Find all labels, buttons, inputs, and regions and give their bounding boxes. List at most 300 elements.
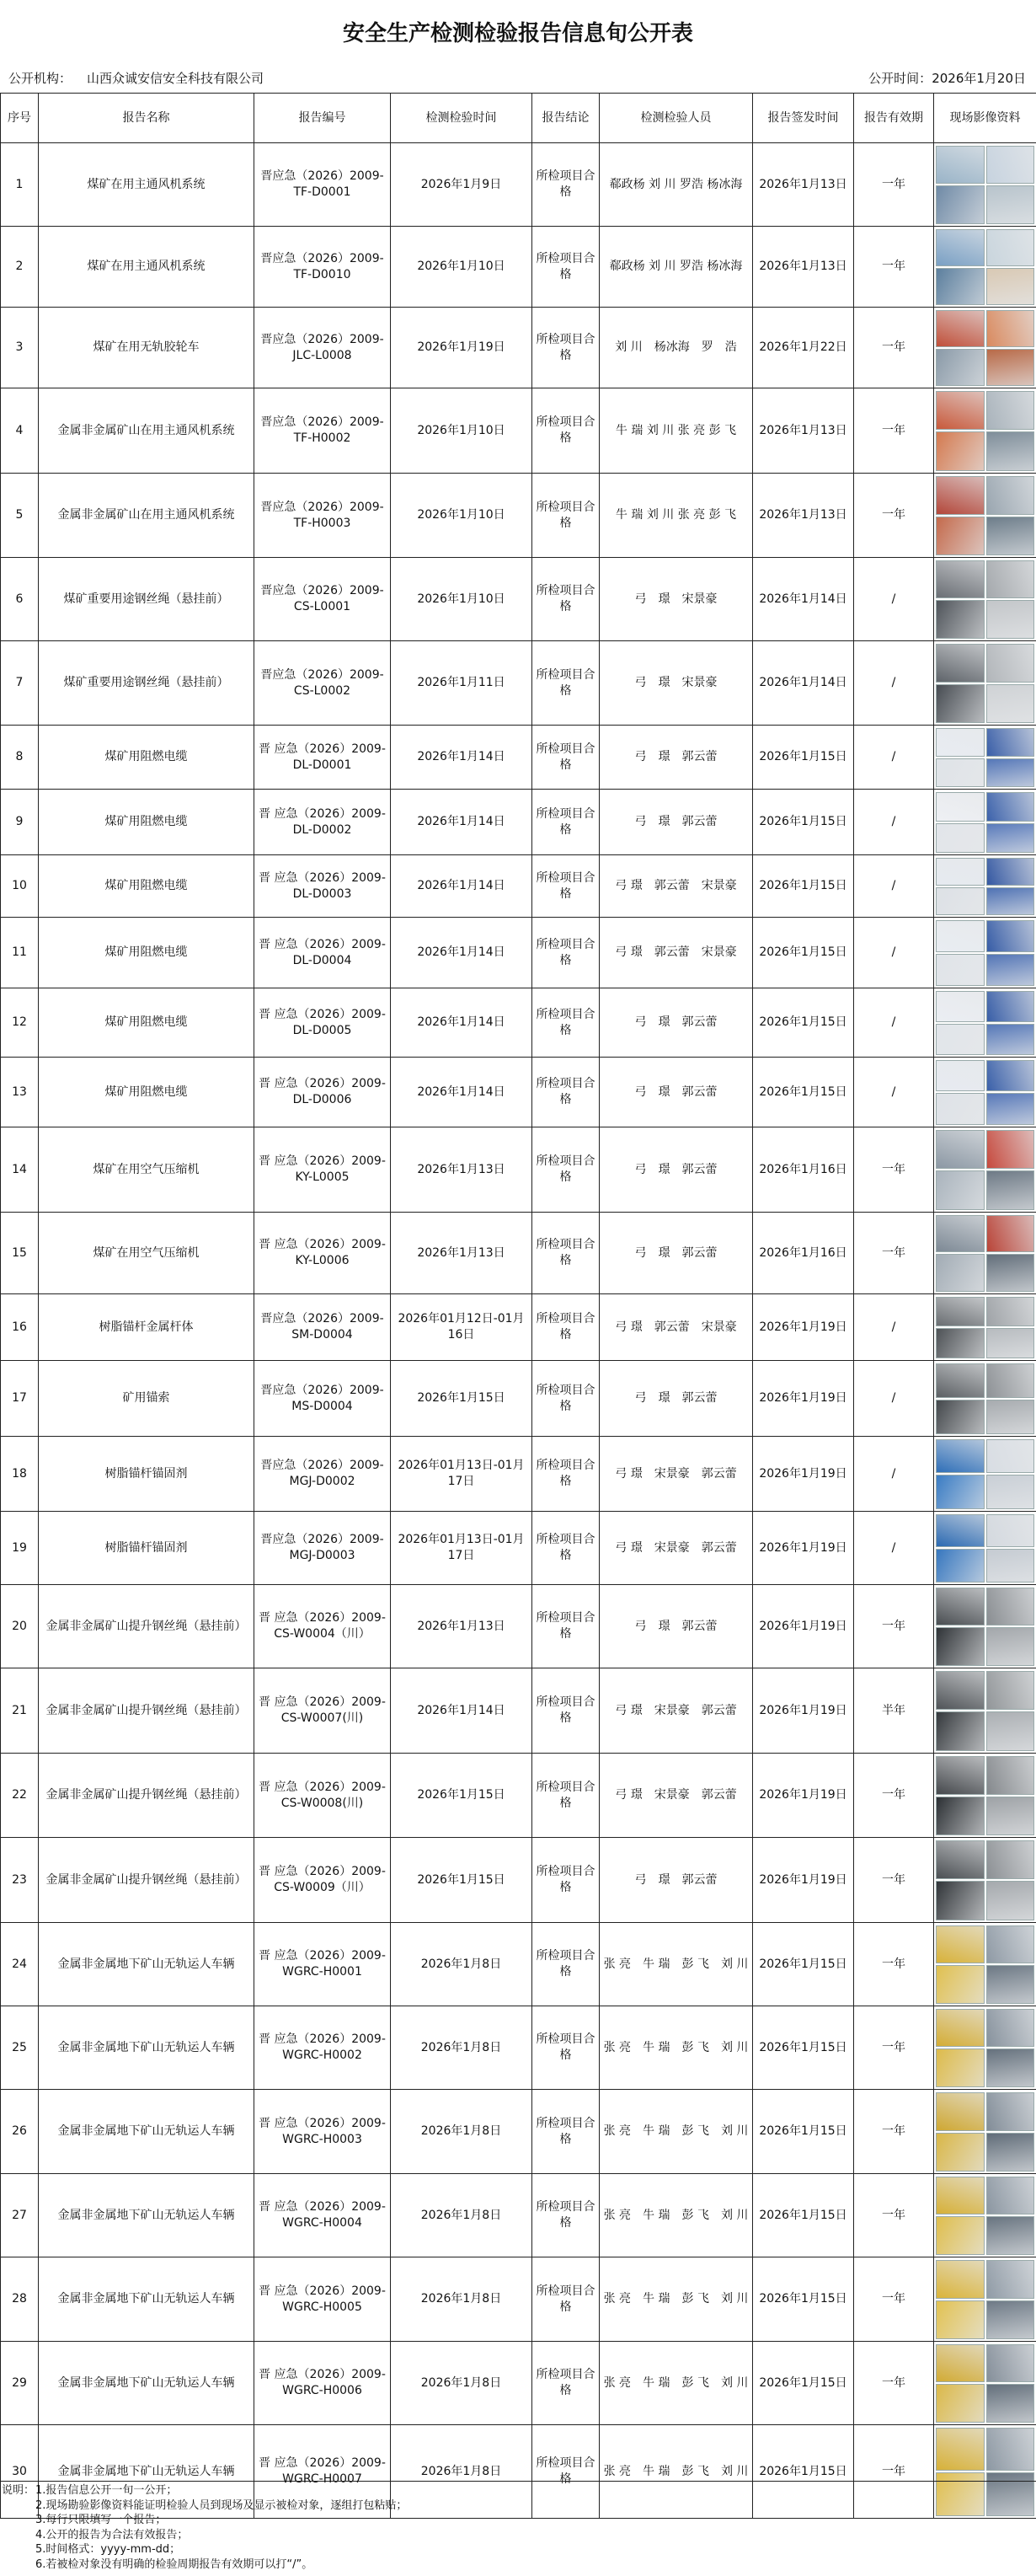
- cell-validity: 一年: [854, 474, 934, 558]
- site-photo-thumbnail[interactable]: [936, 792, 985, 822]
- cell-validity: 一年: [854, 2257, 934, 2342]
- site-photo-thumbnail[interactable]: [936, 2384, 985, 2423]
- note-item: 2.现场勘验影像资料能证明检验人员到现场及显示被检对象，逐组打包粘贴；: [35, 2498, 407, 2514]
- table-row: [1, 790, 1036, 855]
- site-photo-thumbnail[interactable]: [986, 2428, 1035, 2472]
- cell-staff: 张 亮 牛 瑞 彭 飞 刘 川: [600, 2174, 753, 2257]
- cell-report-code: 晋应急（2026）2009-TF-H0003: [254, 474, 391, 558]
- cell-no: 22: [1, 1754, 39, 1838]
- cell-test-date: 2026年1月9日: [391, 143, 532, 227]
- notes-section: [0, 2481, 1036, 2576]
- site-photo-thumbnail[interactable]: [936, 1439, 985, 1474]
- cell-staff: 弓 璟 郭云蕾: [600, 988, 753, 1058]
- site-photo-thumbnail[interactable]: [986, 1215, 1035, 1253]
- site-photo-thumbnail[interactable]: [986, 758, 1035, 787]
- cell-test-date: 2026年1月14日: [391, 1058, 532, 1127]
- cell-conclusion: 所检项目合格: [532, 1668, 600, 1754]
- cell-issue-date: 2026年1月22日: [753, 308, 854, 388]
- cell-conclusion: 所检项目合格: [532, 726, 600, 790]
- cell-report-code: 晋 应急（2026）2009-WGRC-H0005: [254, 2257, 391, 2342]
- cell-no: 21: [1, 1668, 39, 1754]
- table-row: [1, 2090, 1036, 2174]
- table-row: [1, 1923, 1036, 2006]
- site-photo-thumbnail[interactable]: [936, 1627, 985, 1666]
- cell-test-date: 2026年01月13日-01月17日: [391, 1437, 532, 1512]
- cell-staff: 弓 璟 郭云蕾: [600, 790, 753, 855]
- cell-report-name: 金属非金属地下矿山无轨运人车辆: [39, 2006, 254, 2090]
- cell-report-code: 晋应急（2026）2009-TF-H0002: [254, 388, 391, 474]
- cell-conclusion: 所检项目合格: [532, 1213, 600, 1294]
- cell-report-name: 煤矿重要用途钢丝绳（悬挂前）: [39, 641, 254, 726]
- cell-report-code: 晋 应急（2026）2009-CS-W0009（川）: [254, 1838, 391, 1923]
- site-photo-thumbnail[interactable]: [936, 391, 985, 431]
- cell-site-photos: [934, 143, 1036, 227]
- site-photo-thumbnail[interactable]: [936, 2344, 985, 2383]
- cell-test-date: 2026年1月15日: [391, 1754, 532, 1838]
- cell-validity: /: [854, 1294, 934, 1361]
- table-row: [1, 143, 1036, 227]
- site-photo-thumbnail[interactable]: [936, 1130, 985, 1170]
- cell-conclusion: 所检项目合格: [532, 1437, 600, 1512]
- site-photo-thumbnail[interactable]: [936, 185, 985, 224]
- cell-test-date: 2026年01月12日-01月16日: [391, 1294, 532, 1361]
- table-row: [1, 227, 1036, 308]
- cell-report-code: 晋应急（2026）2009-SM-D0004: [254, 1294, 391, 1361]
- site-photo-thumbnail[interactable]: [986, 1588, 1035, 1626]
- table-row: [1, 474, 1036, 558]
- site-photo-thumbnail[interactable]: [986, 823, 1035, 853]
- col-header-issue-date: 报告签发时间: [753, 94, 854, 143]
- cell-conclusion: 所检项目合格: [532, 2090, 600, 2174]
- site-photo-thumbnail[interactable]: [936, 349, 985, 386]
- site-photo-thumbnail[interactable]: [936, 1840, 985, 1880]
- cell-report-name: 金属非金属矿山提升钢丝绳（悬挂前）: [39, 1838, 254, 1923]
- site-photo-thumbnail[interactable]: [936, 517, 985, 555]
- cell-validity: 一年: [854, 1585, 934, 1668]
- cell-validity: 一年: [854, 227, 934, 308]
- site-photo-thumbnail[interactable]: [986, 349, 1035, 386]
- site-photo-thumbnail[interactable]: [986, 920, 1035, 952]
- publish-date: 2026年1月20日: [932, 69, 1026, 87]
- cell-no: 17: [1, 1361, 39, 1437]
- site-photo-thumbnail[interactable]: [936, 2092, 985, 2131]
- site-photo-thumbnail[interactable]: [936, 1363, 985, 1398]
- cell-issue-date: 2026年1月19日: [753, 1512, 854, 1585]
- site-photo-thumbnail[interactable]: [986, 2344, 1035, 2383]
- site-photo-thumbnail[interactable]: [936, 1588, 985, 1626]
- cell-site-photos: [934, 1361, 1036, 1437]
- cell-report-name: 煤矿用阻燃电缆: [39, 918, 254, 988]
- cell-no: 10: [1, 855, 39, 918]
- site-photo-thumbnail[interactable]: [986, 600, 1035, 639]
- site-photo-thumbnail[interactable]: [936, 1170, 985, 1210]
- cell-report-code: 晋应急（2026）2009-MGJ-D0002: [254, 1437, 391, 1512]
- table-row: [1, 2257, 1036, 2342]
- cell-test-date: 2026年1月8日: [391, 2257, 532, 2342]
- site-photo-thumbnail[interactable]: [986, 1711, 1035, 1751]
- header-row: [1, 94, 1036, 143]
- site-photo-thumbnail[interactable]: [936, 1549, 985, 1583]
- cell-report-name: 金属非金属地下矿山无轨运人车辆: [39, 2090, 254, 2174]
- cell-issue-date: 2026年1月19日: [753, 1585, 854, 1668]
- site-photo-thumbnail[interactable]: [936, 2300, 985, 2339]
- site-photo-thumbnail[interactable]: [986, 229, 1035, 266]
- site-photo-thumbnail[interactable]: [936, 2009, 985, 2048]
- cell-no: 5: [1, 474, 39, 558]
- cell-issue-date: 2026年1月19日: [753, 1754, 854, 1838]
- publish-date-info: [868, 66, 1026, 89]
- cell-validity: 一年: [854, 2006, 934, 2090]
- site-photo-thumbnail[interactable]: [986, 1093, 1035, 1125]
- cell-validity: /: [854, 1361, 934, 1437]
- site-photo-thumbnail[interactable]: [936, 146, 985, 185]
- site-photo-thumbnail[interactable]: [936, 1328, 985, 1358]
- cell-test-date: 2026年1月15日: [391, 1838, 532, 1923]
- cell-report-name: 金属非金属地下矿山无轨运人车辆: [39, 2425, 254, 2519]
- site-photo-thumbnail[interactable]: [986, 517, 1035, 555]
- site-photo-thumbnail[interactable]: [986, 644, 1035, 683]
- site-photo-thumbnail[interactable]: [986, 792, 1035, 822]
- site-photo-thumbnail[interactable]: [936, 954, 985, 986]
- cell-issue-date: 2026年1月15日: [753, 2342, 854, 2425]
- cell-validity: /: [854, 1058, 934, 1127]
- cell-validity: /: [854, 988, 934, 1058]
- cell-report-name: 金属非金属矿山提升钢丝绳（悬挂前）: [39, 1668, 254, 1754]
- site-photo-thumbnail[interactable]: [936, 1400, 985, 1434]
- cell-report-name: 金属非金属矿山提升钢丝绳（悬挂前）: [39, 1585, 254, 1668]
- site-photo-thumbnail[interactable]: [936, 431, 985, 471]
- cell-test-date: 2026年01月13日-01月17日: [391, 1512, 532, 1585]
- site-photo-thumbnail[interactable]: [986, 1965, 1035, 2004]
- site-photo-thumbnail[interactable]: [986, 1130, 1035, 1170]
- cell-report-name: 煤矿用阻燃电缆: [39, 988, 254, 1058]
- cell-no: 18: [1, 1437, 39, 1512]
- site-photo-thumbnail[interactable]: [986, 954, 1035, 986]
- site-photo-thumbnail[interactable]: [986, 146, 1035, 185]
- site-photo-thumbnail[interactable]: [936, 1297, 985, 1327]
- cell-report-code: 晋应急（2026）2009-CS-L0002: [254, 641, 391, 726]
- cell-report-code: 晋 应急（2026）2009-WGRC-H0004: [254, 2174, 391, 2257]
- site-photo-thumbnail[interactable]: [986, 2216, 1035, 2255]
- cell-staff: 张 亮 牛 瑞 彭 飞 刘 川: [600, 1923, 753, 2006]
- site-photo-thumbnail[interactable]: [936, 1756, 985, 1795]
- cell-test-date: 2026年1月8日: [391, 1923, 532, 2006]
- cell-report-code: 晋 应急（2026）2009-WGRC-H0003: [254, 2090, 391, 2174]
- cell-test-date: 2026年1月13日: [391, 1127, 532, 1213]
- cell-issue-date: 2026年1月19日: [753, 1437, 854, 1512]
- site-photo-thumbnail[interactable]: [986, 1925, 1035, 1964]
- cell-staff: 弓 璟 宋景豪 郭云蕾: [600, 1437, 753, 1512]
- cell-validity: 一年: [854, 1923, 934, 2006]
- cell-issue-date: 2026年1月16日: [753, 1127, 854, 1213]
- site-photo-thumbnail[interactable]: [936, 920, 985, 952]
- cell-conclusion: 所检项目合格: [532, 474, 600, 558]
- cell-issue-date: 2026年1月15日: [753, 2090, 854, 2174]
- cell-no: 2: [1, 227, 39, 308]
- site-photo-thumbnail[interactable]: [986, 1400, 1035, 1434]
- cell-validity: 一年: [854, 2174, 934, 2257]
- cell-no: 9: [1, 790, 39, 855]
- site-photo-thumbnail[interactable]: [936, 1965, 985, 2004]
- cell-validity: 一年: [854, 1838, 934, 1923]
- cell-site-photos: [934, 474, 1036, 558]
- cell-issue-date: 2026年1月14日: [753, 641, 854, 726]
- site-photo-thumbnail[interactable]: [986, 391, 1035, 431]
- cell-staff: 弓 璟 宋景豪 郭云蕾: [600, 1668, 753, 1754]
- site-photo-thumbnail[interactable]: [986, 310, 1035, 347]
- site-photo-thumbnail[interactable]: [936, 2216, 985, 2255]
- cell-staff: 张 亮 牛 瑞 彭 飞 刘 川: [600, 2090, 753, 2174]
- cell-staff: 弓 璟 郭云蕾: [600, 726, 753, 790]
- cell-test-date: 2026年1月14日: [391, 988, 532, 1058]
- cell-report-code: 晋 应急（2026）2009-DL-D0004: [254, 918, 391, 988]
- publisher-label: 公开机构：: [8, 69, 72, 87]
- cell-validity: /: [854, 855, 934, 918]
- site-photo-thumbnail[interactable]: [986, 1297, 1035, 1327]
- site-photo-thumbnail[interactable]: [936, 823, 985, 853]
- site-photo-thumbnail[interactable]: [936, 684, 985, 723]
- cell-test-date: 2026年1月8日: [391, 2006, 532, 2090]
- cell-no: 11: [1, 918, 39, 988]
- col-header-conclusion: 报告结论: [532, 94, 600, 143]
- site-photo-thumbnail[interactable]: [936, 858, 985, 886]
- site-photo-thumbnail[interactable]: [936, 229, 985, 266]
- page-title: 安全生产检测检验报告信息旬公开表: [0, 0, 1036, 62]
- site-photo-thumbnail[interactable]: [936, 2048, 985, 2087]
- cell-report-name: 煤矿用阻燃电缆: [39, 726, 254, 790]
- col-header-staff: 检测检验人员: [600, 94, 753, 143]
- site-photo-thumbnail[interactable]: [986, 2177, 1035, 2215]
- cell-report-name: 金属非金属矿山在用主通风机系统: [39, 474, 254, 558]
- cell-staff: 张 亮 牛 瑞 彭 飞 刘 川: [600, 2257, 753, 2342]
- cell-issue-date: 2026年1月14日: [753, 558, 854, 641]
- cell-site-photos: [934, 1437, 1036, 1512]
- cell-report-code: 晋 应急（2026）2009-DL-D0003: [254, 855, 391, 918]
- cell-report-code: 晋应急（2026）2009-TF-D0010: [254, 227, 391, 308]
- site-photo-thumbnail[interactable]: [936, 1711, 985, 1751]
- site-photo-thumbnail[interactable]: [936, 1024, 985, 1055]
- site-photo-thumbnail[interactable]: [986, 1549, 1035, 1583]
- site-photo-thumbnail[interactable]: [986, 684, 1035, 723]
- cell-site-photos: [934, 1294, 1036, 1361]
- cell-issue-date: 2026年1月15日: [753, 1923, 854, 2006]
- site-photo-thumbnail[interactable]: [986, 2009, 1035, 2048]
- cell-conclusion: 所检项目合格: [532, 388, 600, 474]
- site-photo-thumbnail[interactable]: [986, 2048, 1035, 2087]
- cell-site-photos: [934, 1058, 1036, 1127]
- site-photo-thumbnail[interactable]: [936, 1060, 985, 1092]
- site-photo-thumbnail[interactable]: [936, 1925, 985, 1964]
- site-photo-thumbnail[interactable]: [986, 1328, 1035, 1358]
- cell-site-photos: [934, 790, 1036, 855]
- table-row: [1, 726, 1036, 790]
- site-photo-thumbnail[interactable]: [936, 1881, 985, 1920]
- cell-site-photos: [934, 308, 1036, 388]
- cell-report-name: 煤矿用阻燃电缆: [39, 855, 254, 918]
- site-photo-thumbnail[interactable]: [936, 310, 985, 347]
- site-photo-thumbnail[interactable]: [986, 268, 1035, 305]
- site-photo-thumbnail[interactable]: [986, 560, 1035, 599]
- site-photo-thumbnail[interactable]: [986, 2260, 1035, 2299]
- cell-report-code: 晋 应急（2026）2009-WGRC-H0002: [254, 2006, 391, 2090]
- site-photo-thumbnail[interactable]: [986, 2300, 1035, 2339]
- site-photo-thumbnail[interactable]: [936, 476, 985, 515]
- cell-validity: /: [854, 790, 934, 855]
- site-photo-thumbnail[interactable]: [936, 560, 985, 599]
- cell-conclusion: 所检项目合格: [532, 1058, 600, 1127]
- table-row: [1, 1361, 1036, 1437]
- table-row: [1, 308, 1036, 388]
- site-photo-thumbnail[interactable]: [936, 1514, 985, 1548]
- notes-list: [35, 2483, 407, 2572]
- cell-issue-date: 2026年1月13日: [753, 474, 854, 558]
- cell-test-date: 2026年1月13日: [391, 1585, 532, 1668]
- site-photo-thumbnail[interactable]: [936, 728, 985, 757]
- cell-no: 29: [1, 2342, 39, 2425]
- cell-report-name: 金属非金属矿山在用主通风机系统: [39, 388, 254, 474]
- table-row: [1, 1058, 1036, 1127]
- site-photo-thumbnail[interactable]: [986, 1254, 1035, 1292]
- col-header-no: 序号: [1, 94, 39, 143]
- site-photo-thumbnail[interactable]: [936, 1254, 985, 1292]
- cell-report-code: 晋应急（2026）2009-TF-D0001: [254, 143, 391, 227]
- cell-issue-date: 2026年1月15日: [753, 2425, 854, 2519]
- cell-test-date: 2026年1月14日: [391, 1668, 532, 1754]
- site-photo-thumbnail[interactable]: [986, 2384, 1035, 2423]
- cell-staff: 郗政杨 刘 川 罗浩 杨冰海: [600, 227, 753, 308]
- cell-issue-date: 2026年1月13日: [753, 143, 854, 227]
- cell-test-date: 2026年1月8日: [391, 2090, 532, 2174]
- site-photo-thumbnail[interactable]: [936, 1093, 985, 1125]
- site-photo-thumbnail[interactable]: [986, 1797, 1035, 1835]
- site-photo-thumbnail[interactable]: [936, 268, 985, 305]
- site-photo-thumbnail[interactable]: [986, 858, 1035, 886]
- cell-conclusion: 所检项目合格: [532, 1923, 600, 2006]
- cell-report-name: 煤矿在用空气压缩机: [39, 1127, 254, 1213]
- cell-report-code: 晋 应急（2026）2009-WGRC-H0007: [254, 2425, 391, 2519]
- cell-issue-date: 2026年1月15日: [753, 988, 854, 1058]
- site-photo-thumbnail[interactable]: [986, 2133, 1035, 2172]
- site-photo-thumbnail[interactable]: [936, 600, 985, 639]
- table-row: [1, 641, 1036, 726]
- cell-staff: 弓 璟 宋景豪: [600, 558, 753, 641]
- site-photo-thumbnail[interactable]: [986, 1475, 1035, 1509]
- cell-site-photos: [934, 1838, 1036, 1923]
- cell-site-photos: [934, 2090, 1036, 2174]
- site-photo-thumbnail[interactable]: [986, 1756, 1035, 1795]
- site-photo-thumbnail[interactable]: [986, 1514, 1035, 1548]
- site-photo-thumbnail[interactable]: [986, 728, 1035, 757]
- table-row: [1, 855, 1036, 918]
- col-header-validity: 报告有效期: [854, 94, 934, 143]
- site-photo-thumbnail[interactable]: [986, 431, 1035, 471]
- site-photo-thumbnail[interactable]: [936, 1475, 985, 1509]
- cell-site-photos: [934, 558, 1036, 641]
- site-photo-thumbnail[interactable]: [936, 758, 985, 787]
- site-photo-thumbnail[interactable]: [936, 991, 985, 1022]
- cell-conclusion: 所检项目合格: [532, 1838, 600, 1923]
- cell-site-photos: [934, 1512, 1036, 1585]
- cell-test-date: 2026年1月13日: [391, 1213, 532, 1294]
- site-photo-thumbnail[interactable]: [986, 1840, 1035, 1880]
- cell-report-name: 树脂锚杆锚固剂: [39, 1437, 254, 1512]
- cell-site-photos: [934, 2006, 1036, 2090]
- cell-site-photos: [934, 2257, 1036, 2342]
- cell-staff: 张 亮 牛 瑞 彭 飞 刘 川: [600, 2425, 753, 2519]
- site-photo-thumbnail[interactable]: [986, 887, 1035, 915]
- site-photo-thumbnail[interactable]: [936, 887, 985, 915]
- site-photo-thumbnail[interactable]: [936, 1797, 985, 1835]
- cell-validity: 一年: [854, 2425, 934, 2519]
- cell-report-code: 晋 应急（2026）2009-WGRC-H0006: [254, 2342, 391, 2425]
- cell-report-name: 树脂锚杆锚固剂: [39, 1512, 254, 1585]
- cell-no: 26: [1, 2090, 39, 2174]
- site-photo-thumbnail[interactable]: [986, 1170, 1035, 1210]
- cell-report-name: 煤矿重要用途钢丝绳（悬挂前）: [39, 558, 254, 641]
- cell-issue-date: 2026年1月15日: [753, 1058, 854, 1127]
- site-photo-thumbnail[interactable]: [936, 2133, 985, 2172]
- cell-issue-date: 2026年1月19日: [753, 1361, 854, 1437]
- site-photo-thumbnail[interactable]: [986, 1060, 1035, 1092]
- cell-conclusion: 所检项目合格: [532, 227, 600, 308]
- site-photo-thumbnail[interactable]: [986, 1024, 1035, 1055]
- cell-issue-date: 2026年1月15日: [753, 726, 854, 790]
- cell-test-date: 2026年1月14日: [391, 726, 532, 790]
- cell-report-code: 晋 应急（2026）2009-WGRC-H0001: [254, 1923, 391, 2006]
- site-photo-thumbnail[interactable]: [936, 2177, 985, 2215]
- cell-conclusion: 所检项目合格: [532, 143, 600, 227]
- table-row: [1, 2006, 1036, 2090]
- site-photo-thumbnail[interactable]: [986, 1671, 1035, 1711]
- site-photo-thumbnail[interactable]: [986, 185, 1035, 224]
- cell-staff: 弓 璟 郭云蕾: [600, 1213, 753, 1294]
- site-photo-thumbnail[interactable]: [986, 991, 1035, 1022]
- cell-conclusion: 所检项目合格: [532, 1754, 600, 1838]
- site-photo-thumbnail[interactable]: [986, 1439, 1035, 1474]
- cell-no: 20: [1, 1585, 39, 1668]
- note-item: 3.每行只限填写一个报告；: [35, 2513, 407, 2528]
- cell-no: 6: [1, 558, 39, 641]
- cell-report-code: 晋应急（2026）2009-CS-L0001: [254, 558, 391, 641]
- table-row: [1, 1437, 1036, 1512]
- site-photo-thumbnail[interactable]: [936, 2260, 985, 2299]
- site-photo-thumbnail[interactable]: [936, 1215, 985, 1253]
- note-item: 6.若被检对象没有明确的检验周期报告有效期可以打“/”。: [35, 2557, 407, 2573]
- site-photo-thumbnail[interactable]: [936, 1671, 985, 1711]
- cell-issue-date: 2026年1月13日: [753, 388, 854, 474]
- cell-test-date: 2026年1月8日: [391, 2425, 532, 2519]
- site-photo-thumbnail[interactable]: [986, 1627, 1035, 1666]
- cell-conclusion: 所检项目合格: [532, 1127, 600, 1213]
- site-photo-thumbnail[interactable]: [986, 1363, 1035, 1398]
- site-photo-thumbnail[interactable]: [936, 644, 985, 683]
- site-photo-thumbnail[interactable]: [986, 2092, 1035, 2131]
- site-photo-thumbnail[interactable]: [936, 2428, 985, 2472]
- cell-site-photos: [934, 641, 1036, 726]
- site-photo-thumbnail[interactable]: [986, 476, 1035, 515]
- cell-report-name: 煤矿用阻燃电缆: [39, 1058, 254, 1127]
- site-photo-thumbnail[interactable]: [986, 1881, 1035, 1920]
- cell-conclusion: 所检项目合格: [532, 308, 600, 388]
- cell-report-name: 金属非金属地下矿山无轨运人车辆: [39, 2257, 254, 2342]
- cell-validity: /: [854, 1512, 934, 1585]
- cell-site-photos: [934, 988, 1036, 1058]
- cell-staff: 弓 璟 郭云蕾: [600, 1838, 753, 1923]
- cell-no: 28: [1, 2257, 39, 2342]
- cell-conclusion: 所检项目合格: [532, 988, 600, 1058]
- cell-validity: 一年: [854, 388, 934, 474]
- cell-validity: 一年: [854, 308, 934, 388]
